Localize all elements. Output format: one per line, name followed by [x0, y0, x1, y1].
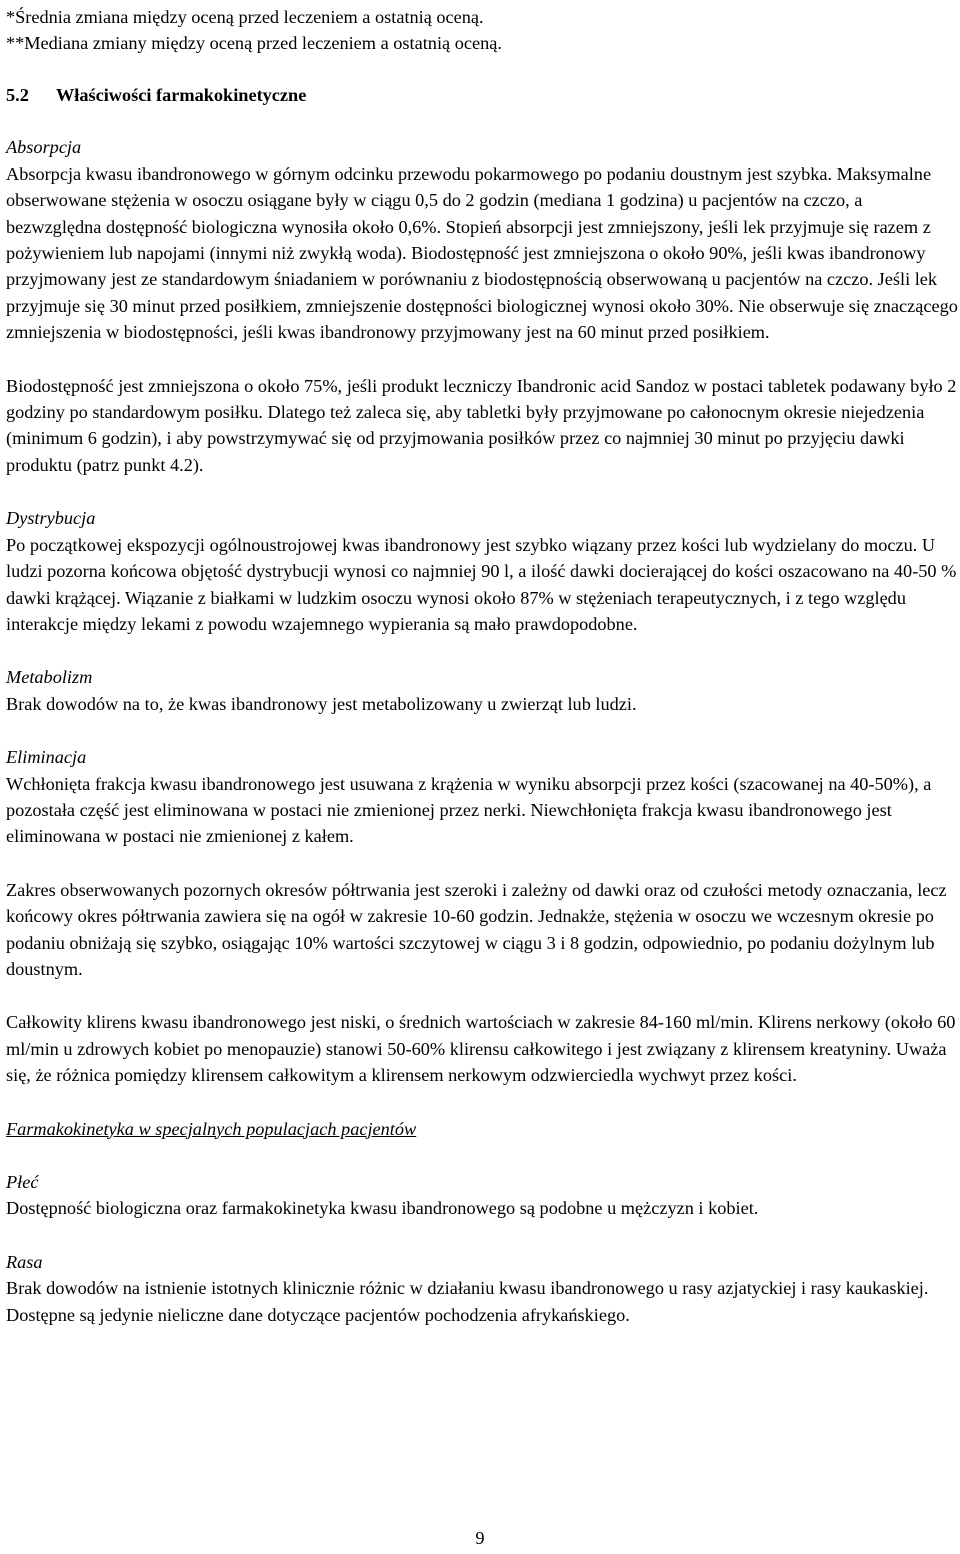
- paragraph-metabolizm: Brak dowodów na to, że kwas ibandronowy jest metabolizowany u zwierząt lub ludzi.: [6, 693, 637, 714]
- subheading-dystrybucja: Dystrybucja: [6, 508, 96, 529]
- paragraph-plec: Dostępność biologiczna oraz farmakokinetyka kwasu ibandronowego są podobne u mężczyzn i kobiet.: [6, 1198, 759, 1219]
- subheading-absorpcja: Absorpcja: [6, 137, 82, 158]
- footnote-median: **Mediana zmiany między oceną przed leczeniem a ostatnią oceną.: [6, 33, 502, 53]
- subheading-plec: Płeć: [6, 1172, 39, 1192]
- page-number: 9: [475, 1528, 485, 1548]
- footnote-mean: *Średnia zmiana między oceną przed leczeniem a ostatnią oceną.: [6, 7, 484, 27]
- paragraph-absorpcja-2: Biodostępność jest zmniejszona o około 75%, jeśli produkt leczniczy Ibandronic acid Sandoz w postaci tabletek podawany było 2 godziny po standardowym posiłku. Dlatego też zaleca się, aby tabletki były przyjmowane po całonocnym okresie niejedzenia (minimum 6 godzin), i aby powstrzymywać się od przyjmowania posiłków przez co najmniej 30 minut po przyjęciu dawki produktu (patrz punkt 4.2).: [6, 375, 957, 475]
- section-heading: [6, 82, 958, 108]
- paragraph-eliminacja-3: Całkowity klirens kwasu ibandronowego jest niski, o średnich wartościach w zakresie 84-160 ml/min. Klirens nerkowy (około 60 ml/min u zdrowych kobiet po menopauzie) stanowi 50-60% klirensu całkowitego i jest związany z klirensem kreatyniny. Uważa się, że różnica pomiędzy klirensem całkowitym a klirensem nerkowym odzwierciedla wychwyt przez kości.: [6, 1012, 956, 1086]
- paragraph-rasa: Brak dowodów na istnienie istotnych klinicznie różnic w działaniu kwasu ibandronowego u rasy azjatyckiej i rasy kaukaskiej. Dostępne są jedynie nieliczne dane dotyczące pacjentów pochodzenia afrykańskiego.: [6, 1278, 929, 1325]
- paragraph-dystrybucja: Po początkowej ekspozycji ogólnoustrojowej kwas ibandronowy jest szybko wiązany przez kości lub wydzielany do moczu. U ludzi pozorna końcowa objętość dystrybucji wynosi co najmniej 90 l, a ilość dawki docierającej do kości oszacowano na 40-50 % dawki krążącej. Wiązanie z białkami w ludzkim osoczu wynosi około 87% w stężeniach terapeutycznych, i z tego względu interakcje między lekami z powodu wzajemnego wypierania są mało prawdopodobne.: [6, 534, 957, 634]
- subheading-metabolizm: Metabolizm: [6, 667, 93, 688]
- section-title: Właściwości farmakokinetyczne: [56, 85, 307, 105]
- paragraph-eliminacja-2: Zakres obserwowanych pozornych okresów półtrwania jest szeroki i zależny od dawki oraz od czułości metody oznaczania, lecz końcowy okres półtrwania zawiera się na ogół w zakresie 10-60 godzin. Jednakże, stężenia w osoczu we wczesnym okresie po podaniu obniżają się szybko, osiągając 10% wartości szczytowej w ciągu 3 i 8 godzin, odpowiednio, po podaniu dożylnym lub doustnym.: [6, 879, 947, 979]
- section-number: 5.2: [6, 85, 29, 105]
- subheading-eliminacja: Eliminacja: [6, 747, 87, 768]
- document-page: [6, 4, 958, 1328]
- paragraph-absorpcja-1: Absorpcja kwasu ibandronowego w górnym odcinku przewodu pokarmowego po podaniu doustnym jest szybka. Maksymalne obserwowane stężenia w osoczu osiągane były w ciągu 0,5 do 2 godzin (mediana 1 godzina) u pacjentów na czczo, a bezwzględna dostępność biologiczna wynosiła około 0,6%. Stopień absorpcji jest zmniejszony, jeśli lek przyjmuje się razem z pożywieniem lub napojami (innymi niż zwykłą woda). Biodostępność jest zmniejszona o około 90%, jeśli kwas ibandronowy przyjmowany jest ze standardowym śniadaniem w porównaniu z biodostępnością obserwowaną u pacjentów na czczo. Jeśli lek przyjmuje się 30 minut przed posiłkiem, zmniejszenie dostępności biologicznej wynosi około 30%. Nie obserwuje się znaczącego zmniejszenia w biodostępności, jeśli kwas ibandronowy przyjmowany jest na 60 minut przed posiłkiem.: [6, 163, 958, 343]
- paragraph-eliminacja-1: Wchłonięta frakcja kwasu ibandronowego jest usuwana z krążenia w wyniku absorpcji przez kości (szacowanej na 40-50%), a pozostała część jest eliminowana w postaci nie zmienionej przez nerki. Niewchłonięta frakcja kwasu ibandronowego jest eliminowana w postaci nie zmienionej z kałem.: [6, 773, 932, 847]
- subheading-populacje: Farmakokinetyka w specjalnych populacjach pacjentów: [6, 1118, 417, 1139]
- subheading-rasa: Rasa: [6, 1251, 43, 1272]
